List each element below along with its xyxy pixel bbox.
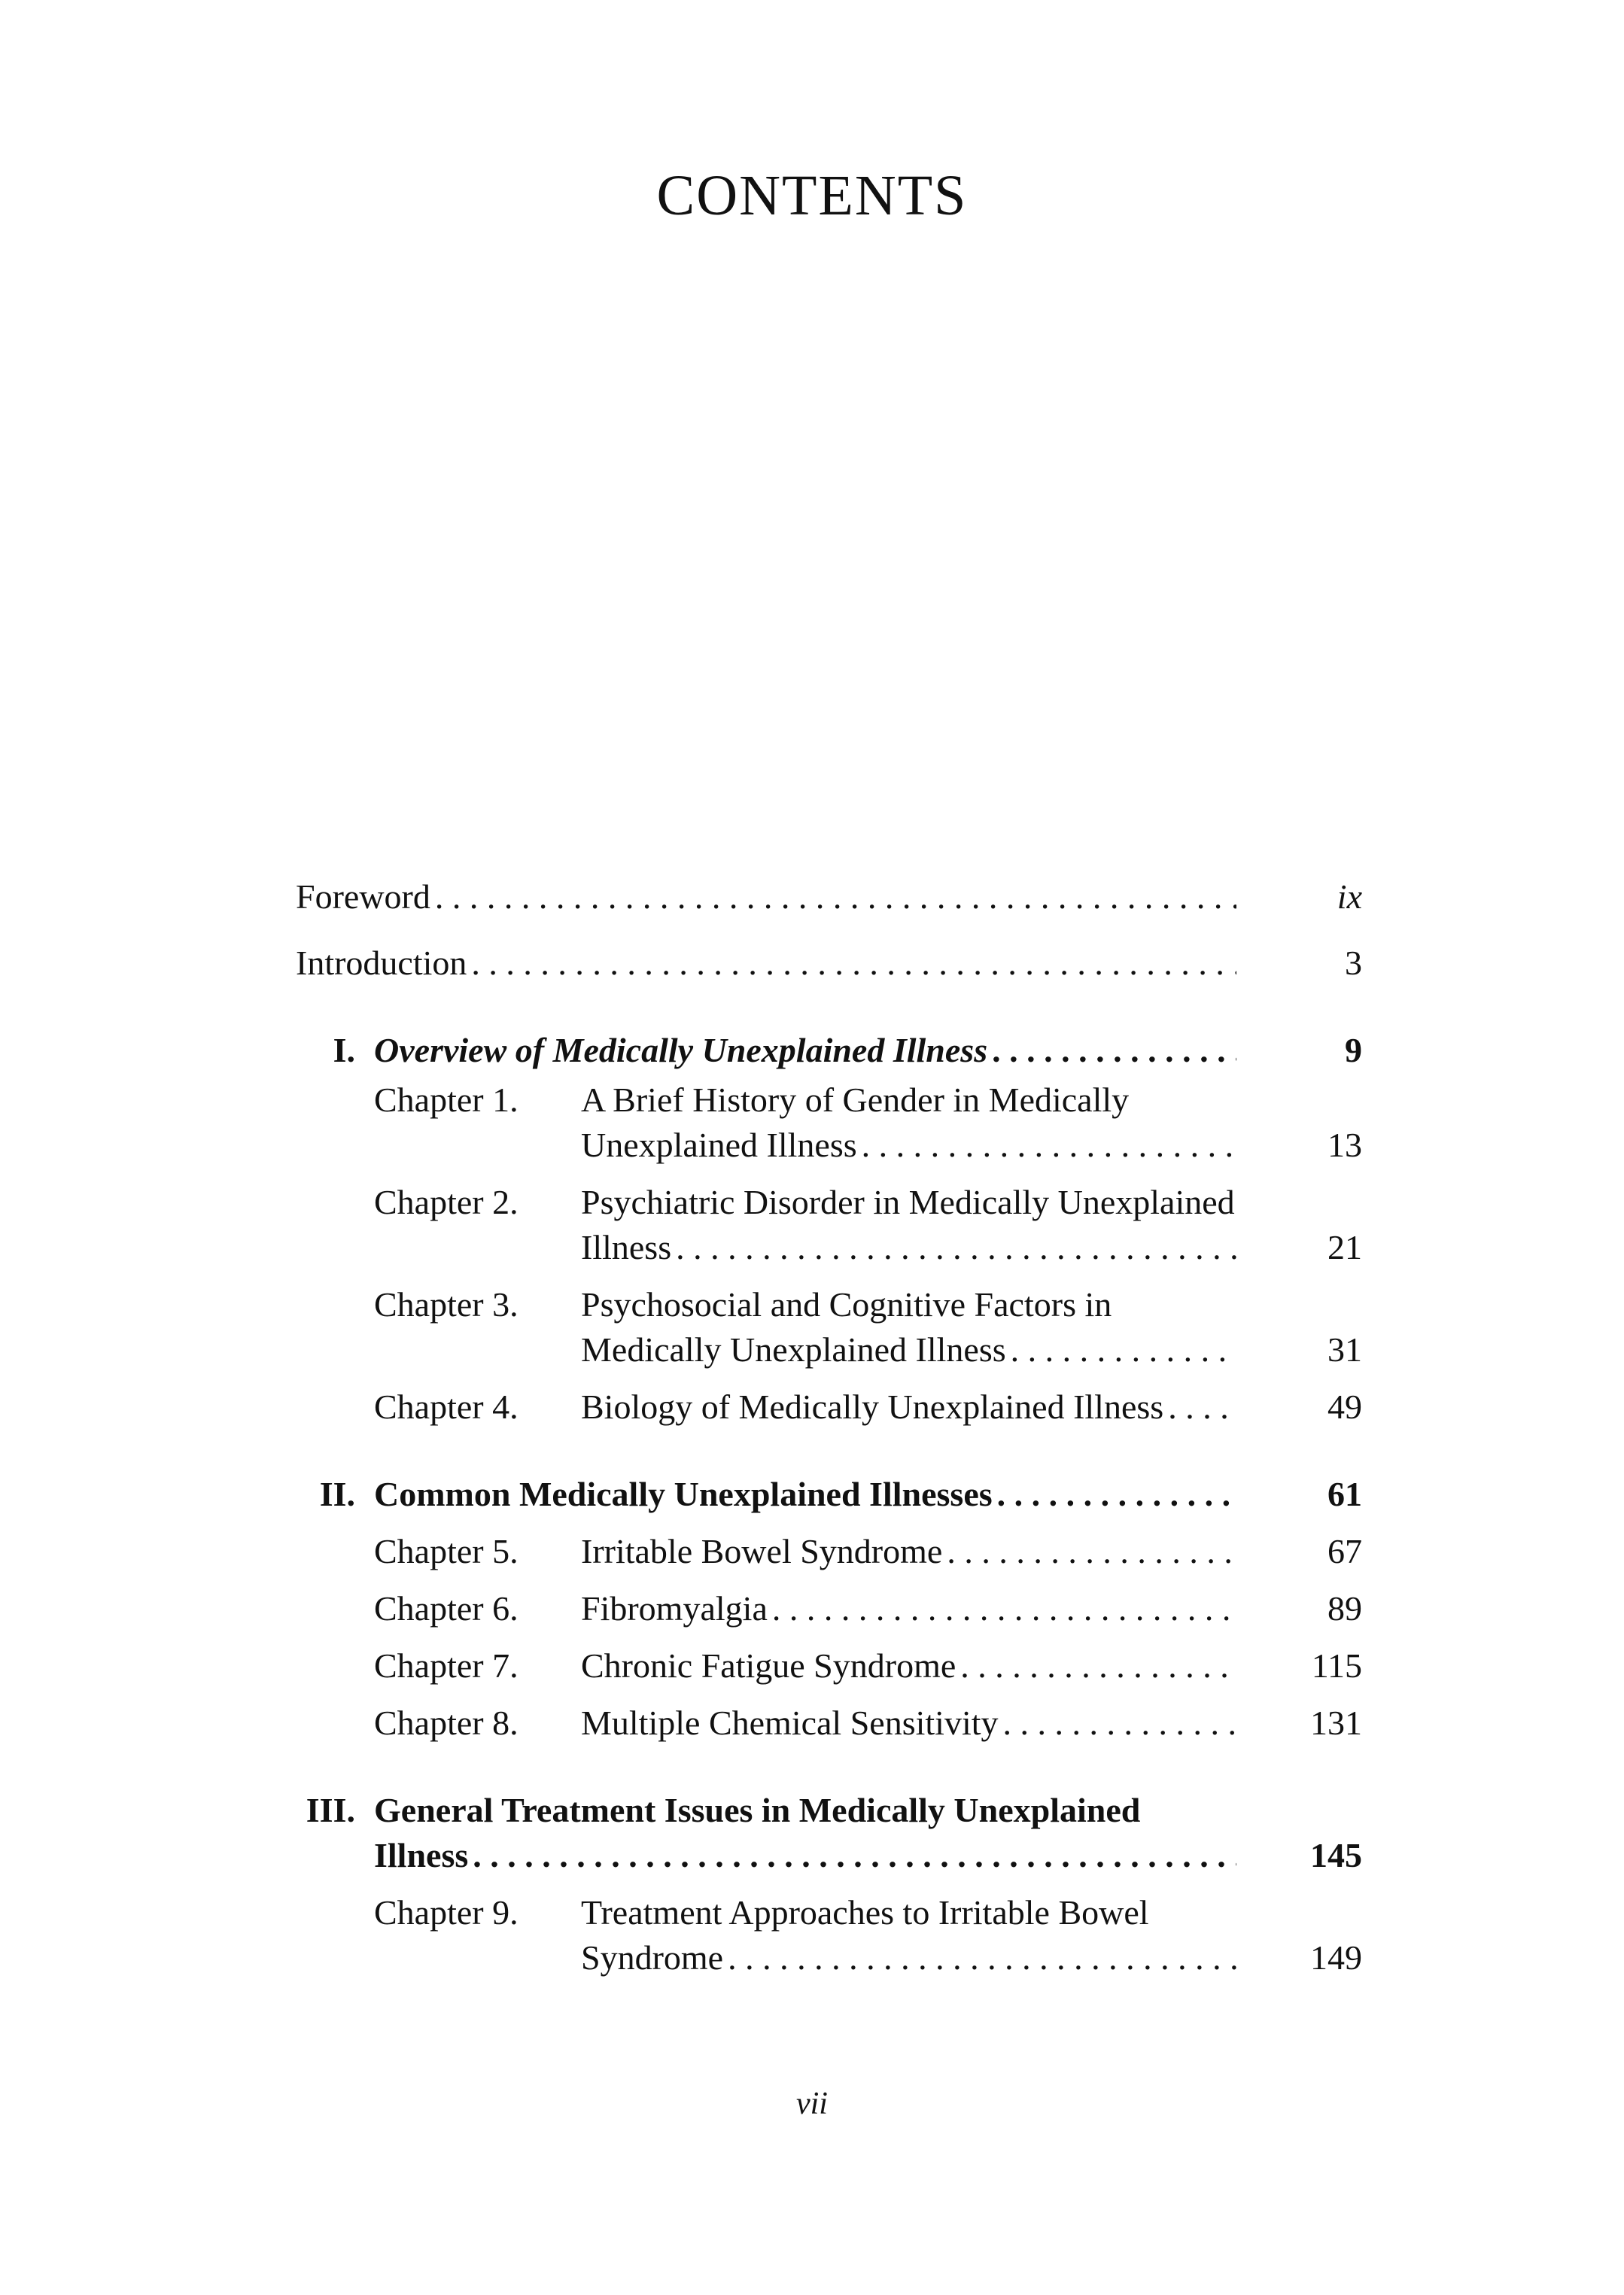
part-page: 61 <box>1327 1475 1362 1513</box>
chapter-label: Chapter 2. <box>374 1183 519 1221</box>
leader-dots <box>471 941 1236 986</box>
chapter-title-line2: Unexplained Illness <box>581 1126 857 1164</box>
chapter-label: Chapter 7. <box>374 1646 519 1685</box>
part-page: 9 <box>1345 1031 1362 1069</box>
toc-entry-page: 3 <box>1345 944 1362 982</box>
chapter-title: Biology of Medically Unexplained Illness <box>581 1388 1164 1426</box>
leader-dots <box>1168 1385 1236 1430</box>
chapter-page: 89 <box>1327 1589 1362 1628</box>
chapter-title: Multiple Chemical Sensitivity <box>581 1704 999 1742</box>
leader-dots <box>997 1472 1236 1517</box>
chapter-page: 131 <box>1310 1704 1362 1742</box>
chapter-label: Chapter 1. <box>374 1081 519 1119</box>
chapter-label: Chapter 3. <box>374 1285 519 1324</box>
leader-dots <box>862 1123 1236 1168</box>
chapter-page: 13 <box>1327 1126 1362 1164</box>
part-title: Common Medically Unexplained Illnesses <box>374 1475 993 1513</box>
toc-chapter-2[interactable] <box>581 1225 1236 1270</box>
chapter-page: 149 <box>1310 1938 1362 1977</box>
chapter-title-line1[interactable]: Treatment Approaches to Irritable Bowel <box>581 1893 1149 1932</box>
leader-dots <box>772 1586 1236 1631</box>
toc-chapter-1[interactable] <box>581 1123 1236 1168</box>
chapter-label: Chapter 4. <box>374 1388 519 1426</box>
toc-chapter-3[interactable] <box>581 1327 1236 1372</box>
chapter-page: 49 <box>1327 1388 1362 1426</box>
chapter-label: Chapter 9. <box>374 1893 519 1932</box>
chapter-title-line2: Syndrome <box>581 1938 724 1977</box>
part-number: III. <box>306 1791 355 1829</box>
toc-entry-foreword[interactable] <box>296 874 1236 920</box>
leader-dots <box>676 1225 1236 1270</box>
part-page: 145 <box>1310 1836 1362 1874</box>
chapter-title: Chronic Fatigue Syndrome <box>581 1646 956 1685</box>
toc-entry-introduction[interactable] <box>296 941 1236 986</box>
page-title: CONTENTS <box>656 164 968 227</box>
part-title-line2: Illness <box>374 1836 469 1874</box>
toc-entry-title: Introduction <box>296 944 467 982</box>
chapter-title-line2: Illness <box>581 1228 672 1266</box>
leader-dots <box>960 1643 1236 1689</box>
chapter-label: Chapter 6. <box>374 1589 519 1628</box>
leader-dots <box>728 1935 1236 1980</box>
leader-dots <box>473 1833 1236 1878</box>
chapter-title: Fibromyalgia <box>581 1589 768 1628</box>
chapter-title-line1[interactable]: A Brief History of Gender in Medically <box>581 1081 1130 1119</box>
leader-dots <box>992 1028 1236 1073</box>
leader-dots <box>947 1529 1236 1574</box>
part-title-line1[interactable]: General Treatment Issues in Medically Unexplained <box>374 1791 1141 1829</box>
leader-dots <box>1003 1701 1236 1746</box>
chapter-page: 31 <box>1327 1330 1362 1369</box>
chapter-label: Chapter 8. <box>374 1704 519 1742</box>
toc-chapter-6[interactable] <box>581 1586 1236 1631</box>
part-number: I. <box>333 1031 355 1069</box>
toc-entry-title: Foreword <box>296 877 430 916</box>
chapter-title-line1[interactable]: Psychiatric Disorder in Medically Unexplained <box>581 1183 1235 1221</box>
chapter-title-line1[interactable]: Psychosocial and Cognitive Factors in <box>581 1285 1112 1324</box>
toc-chapter-4[interactable] <box>581 1385 1236 1430</box>
toc-entry-page: ix <box>1337 877 1362 916</box>
chapter-title: Irritable Bowel Syndrome <box>581 1532 943 1570</box>
page-folio: vii <box>796 2087 828 2121</box>
toc-chapter-9[interactable] <box>581 1935 1236 1980</box>
toc-part-2[interactable] <box>374 1472 1236 1517</box>
chapter-page: 67 <box>1327 1532 1362 1570</box>
toc-chapter-7[interactable] <box>581 1643 1236 1689</box>
leader-dots <box>435 874 1236 920</box>
toc-part-1[interactable] <box>374 1028 1236 1073</box>
chapter-page: 115 <box>1311 1646 1362 1685</box>
leader-dots <box>1011 1327 1236 1372</box>
toc-chapter-5[interactable] <box>581 1529 1236 1574</box>
toc-chapter-8[interactable] <box>581 1701 1236 1746</box>
chapter-label: Chapter 5. <box>374 1532 519 1570</box>
part-number: II. <box>319 1475 355 1513</box>
part-title: Overview of Medically Unexplained Illness <box>374 1031 988 1069</box>
chapter-title-line2: Medically Unexplained Illness <box>581 1330 1006 1369</box>
toc-part-3[interactable] <box>374 1833 1236 1878</box>
chapter-page: 21 <box>1327 1228 1362 1266</box>
